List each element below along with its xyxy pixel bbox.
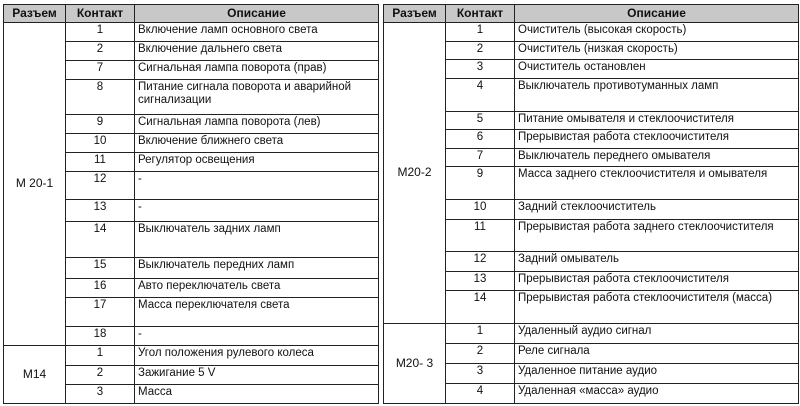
table-row xyxy=(384,384,799,404)
contact-description: Включение дальнего света xyxy=(135,42,379,61)
contact-description: Включение ламп основного света xyxy=(135,23,379,42)
table-row xyxy=(384,272,799,291)
contact-description: Включение ближнего света xyxy=(135,133,379,152)
contact-number: 14 xyxy=(66,221,135,257)
contact-number: 5 xyxy=(446,111,515,130)
contact-description: - xyxy=(135,326,379,345)
contact-number: 4 xyxy=(446,78,515,111)
contact-description: Масса xyxy=(135,384,379,403)
contact-number: 10 xyxy=(446,200,515,220)
contact-description: Реле сигнала xyxy=(515,344,799,364)
contact-description: Сигнальная лампа поворота (лев) xyxy=(135,114,379,133)
contact-description: Очиститель остановлен xyxy=(515,60,799,79)
contact-description: Очиститель (низкая скорость) xyxy=(515,41,799,60)
contact-number: 3 xyxy=(446,364,515,384)
contact-number: 18 xyxy=(66,326,135,345)
table-row xyxy=(384,344,799,364)
header-connector: Разъем xyxy=(4,5,66,23)
connector-label: М14 xyxy=(4,345,66,403)
contact-number: 2 xyxy=(66,365,135,384)
contact-number: 13 xyxy=(66,200,135,221)
contact-number: 12 xyxy=(446,252,515,272)
contact-number: 16 xyxy=(66,278,135,297)
table-row xyxy=(384,252,799,272)
table-row xyxy=(384,219,799,252)
contact-number: 12 xyxy=(66,171,135,200)
contact-description: Зажигание 5 V xyxy=(135,365,379,384)
contact-description: Прерывистая работа заднего стеклоочистителя xyxy=(515,219,799,252)
contact-number: 1 xyxy=(66,345,135,365)
contact-description: - xyxy=(135,171,379,200)
header-connector: Разъем xyxy=(384,5,446,23)
contact-number: 8 xyxy=(66,80,135,115)
table-row xyxy=(4,23,379,42)
contact-number: 1 xyxy=(446,323,515,344)
contact-number: 10 xyxy=(66,133,135,152)
contact-description: Прерывистая работа стеклоочистителя xyxy=(515,130,799,149)
header-contact: Контакт xyxy=(446,5,515,23)
table-row xyxy=(384,111,799,130)
contact-description: Выключатель переднего омывателя xyxy=(515,148,799,167)
contact-number: 17 xyxy=(66,297,135,326)
connector-label: М 20-1 xyxy=(4,23,66,346)
contact-number: 1 xyxy=(446,23,515,42)
contact-description: Удаленная «масса» аудио xyxy=(515,384,799,404)
contact-description: Удаленное питание аудио xyxy=(515,364,799,384)
contact-number: 9 xyxy=(66,114,135,133)
table-row xyxy=(4,345,379,365)
contact-number: 7 xyxy=(446,148,515,167)
table-row xyxy=(384,41,799,60)
contact-number: 14 xyxy=(446,290,515,323)
table-row xyxy=(384,323,799,344)
contact-number: 9 xyxy=(446,167,515,200)
header-row xyxy=(4,5,379,23)
table-row xyxy=(384,167,799,200)
table-row xyxy=(384,78,799,111)
contact-description: Авто переключатель света xyxy=(135,278,379,297)
contact-description: Угол положения рулевого колеса xyxy=(135,345,379,365)
table-row xyxy=(384,148,799,167)
contact-number: 2 xyxy=(446,41,515,60)
contact-description: Питание сигнала поворота и аварийной сигнализации xyxy=(135,80,379,115)
connector-label: М20-2 xyxy=(384,23,446,324)
contact-description: Удаленный аудио сигнал xyxy=(515,323,799,344)
table-row xyxy=(384,23,799,42)
right-pinout-table xyxy=(383,4,799,404)
contact-description: Выключатель противотуманных ламп xyxy=(515,78,799,111)
contact-number: 6 xyxy=(446,130,515,149)
contact-description: Очиститель (высокая скорость) xyxy=(515,23,799,42)
contact-number: 4 xyxy=(446,384,515,404)
contact-description: Задний омыватель xyxy=(515,252,799,272)
header-description: Описание xyxy=(135,5,379,23)
contact-description: Выключатель задних ламп xyxy=(135,221,379,257)
contact-number: 7 xyxy=(66,61,135,80)
contact-description: Регулятор освещения xyxy=(135,152,379,171)
contact-number: 15 xyxy=(66,257,135,278)
contact-number: 3 xyxy=(446,60,515,79)
contact-description: Сигнальная лампа поворота (прав) xyxy=(135,61,379,80)
header-row xyxy=(384,5,799,23)
contact-description: Прерывистая работа стеклоочистителя xyxy=(515,272,799,291)
table-row xyxy=(384,60,799,79)
contact-number: 13 xyxy=(446,272,515,291)
contact-description: Масса заднего стеклоочистителя и омывателя xyxy=(515,167,799,200)
contact-description: Выключатель передних ламп xyxy=(135,257,379,278)
left-pinout-table xyxy=(3,4,379,404)
contact-description: Питание омывателя и стеклоочистителя xyxy=(515,111,799,130)
header-contact: Контакт xyxy=(66,5,135,23)
contact-description: Прерывистая работа стеклоочистителя (масса) xyxy=(515,290,799,323)
table-row xyxy=(384,290,799,323)
contact-number: 11 xyxy=(66,152,135,171)
header-description: Описание xyxy=(515,5,799,23)
table-row xyxy=(384,200,799,220)
contact-description: - xyxy=(135,200,379,221)
contact-number: 11 xyxy=(446,219,515,252)
contact-number: 3 xyxy=(66,384,135,403)
contact-description: Масса переключателя света xyxy=(135,297,379,326)
contact-number: 1 xyxy=(66,23,135,42)
right-table-body xyxy=(384,23,799,404)
table-row xyxy=(384,130,799,149)
contact-number: 2 xyxy=(66,42,135,61)
left-table-body xyxy=(4,23,379,404)
connector-label: М20- 3 xyxy=(384,323,446,403)
table-row xyxy=(384,364,799,384)
contact-description: Задний стеклоочиститель xyxy=(515,200,799,220)
contact-number: 2 xyxy=(446,344,515,364)
